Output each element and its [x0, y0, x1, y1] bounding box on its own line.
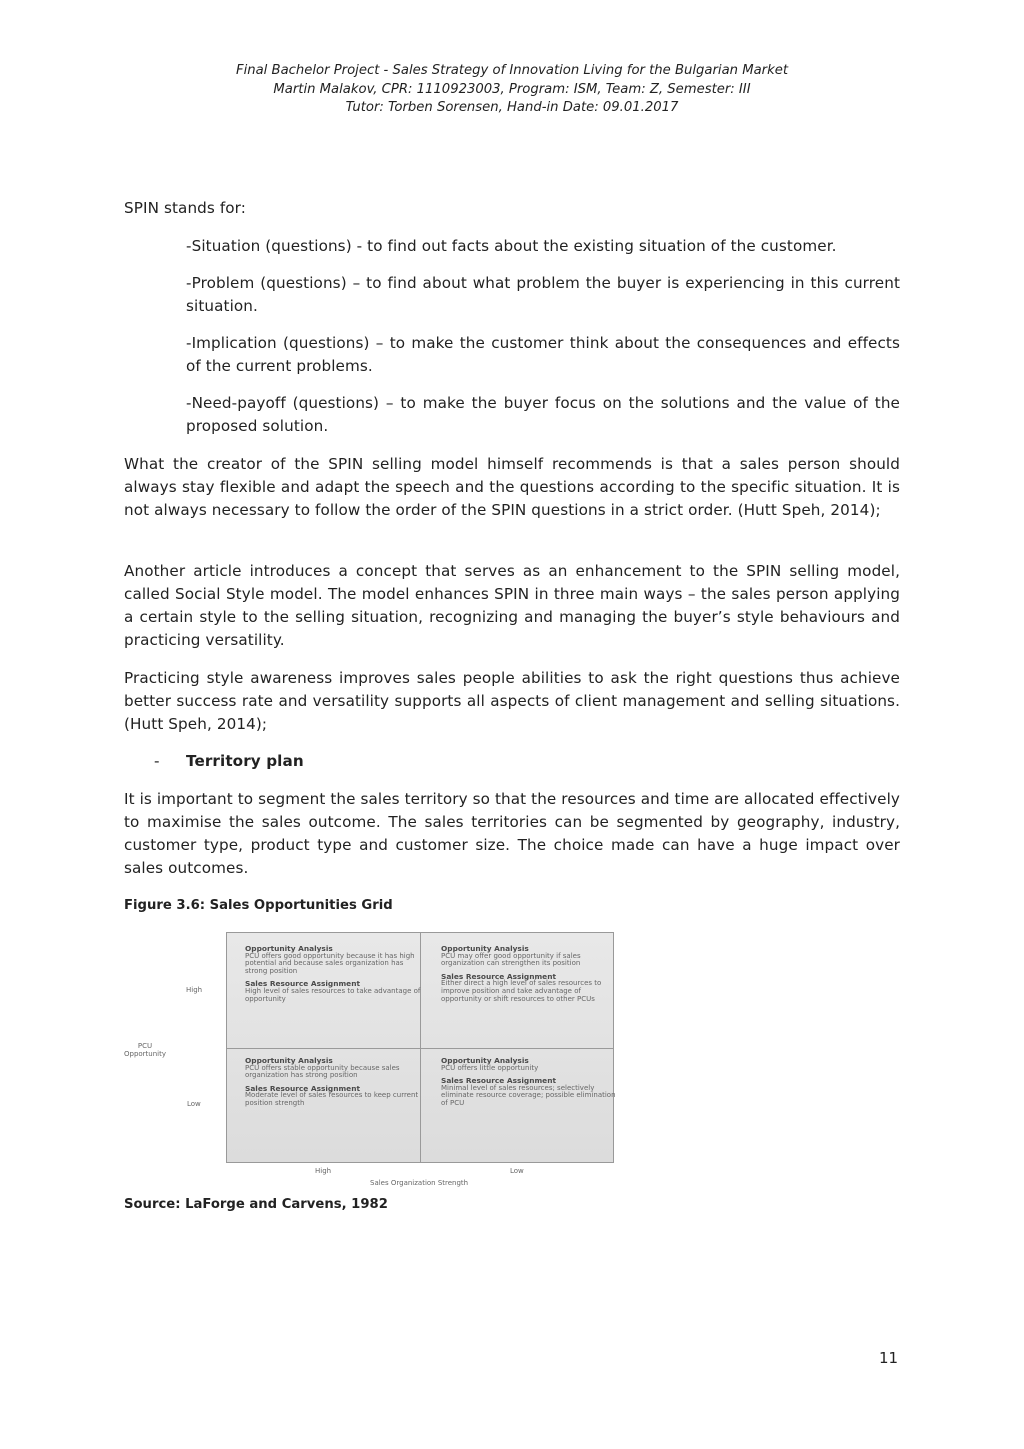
y-high-label: High [186, 986, 203, 994]
paragraph-social-style: Another article introduces a concept that serves as an enhancement to the SPIN selling model, called Social Style model. The model enhances SPIN in three main ways – the sales person applying a certain style to the selling situation, recognizing and managing the buyer’s style behaviours and practicing versatility. [124, 562, 900, 649]
x-low-label: Low [510, 1167, 524, 1175]
figure-caption: Figure 3.6: Sales Opportunities Grid [124, 898, 393, 913]
sales-opportunities-grid-figure [122, 928, 622, 1190]
cell-oa-text: PCU offers good opportunity because it has high potential and because sales organization has strong position [245, 951, 415, 975]
opportunity-grid [226, 932, 614, 1163]
cell-sra-text: High level of sales resources to take advantage of opportunity [245, 986, 421, 1003]
spin-intro: SPIN stands for: [124, 199, 246, 217]
cell-sra-title: Sales Resource Assignment [441, 1076, 556, 1086]
grid-horizontal-divider [227, 1048, 613, 1049]
page-number: 11 [879, 1349, 899, 1367]
cell-oa-text: PCU offers little opportunity [441, 1063, 539, 1072]
cell-oa-title: Opportunity Analysis [441, 1056, 529, 1065]
figure-source: Source: LaForge and Carvens, 1982 [124, 1197, 388, 1212]
x-axis-title: Sales Organization Strength [370, 1179, 469, 1187]
cell-oa-text: PCU may offer good opportunity if sales organization can strengthen its position [441, 951, 581, 968]
paragraph-spin-creator: What the creator of the SPIN selling model himself recommends is that a sales person should always stay flexible and adapt the speech and the questions according to the specific situation. It is not always necessary to follow the order of the SPIN questions in a strict order. (Hutt Speh, 2014); [124, 455, 900, 519]
page-header [0, 62, 1024, 118]
territory-plan-heading: Territory plan [186, 752, 304, 770]
cell-sra-title: Sales Resource Assignment [441, 971, 556, 981]
cell-high-low [441, 945, 619, 1003]
paragraph-style-awareness: Practicing style awareness improves sales people abilities to ask the right questions thus achieve better success rate and versatility supports all aspects of client management and selling situations. (Hutt Speh, 2014); [124, 669, 900, 733]
spin-situation: -Situation (questions) - to find out facts about the existing situation of the customer. [186, 237, 837, 255]
cell-low-low [441, 1057, 619, 1108]
y-axis-title: PCU Opportunity [123, 1042, 166, 1058]
header-tutor: Tutor: Torben Sorensen, Hand-in Date: 09.01.2017 [345, 100, 679, 115]
cell-sra-text: Moderate level of sales resources to keep current position strength [245, 1091, 419, 1107]
cell-oa-title: Opportunity Analysis [245, 944, 333, 953]
x-high-label: High [315, 1167, 332, 1175]
paragraph-territory: It is important to segment the sales territory so that the resources and time are allocated effectively to maximise the sales outcome. The sales territories can be segmented by geography, industry, customer type, product type and customer size. The choice made can have a huge impact over sales outcomes. [124, 790, 900, 877]
spin-problem: -Problem (questions) – to find about what problem the buyer is experiencing in this current situation. [186, 274, 900, 315]
cell-sra-text: Either direct a high level of sales resources to improve position and take advantage of opportunity or shift resources to other PCUs [441, 979, 602, 1003]
cell-oa-title: Opportunity Analysis [441, 944, 529, 953]
spin-need-payoff: -Need-payoff (questions) – to make the buyer focus on the solutions and the value of the proposed solution. [186, 394, 900, 435]
cell-sra-text: Minimal level of sales resources; selectively eliminate resource coverage; possible elimination of PCU [441, 1083, 616, 1107]
cell-low-high [245, 1057, 423, 1108]
y-low-label: Low [187, 1100, 201, 1108]
bullet-dash: - [154, 752, 160, 770]
cell-oa-title: Opportunity Analysis [245, 1056, 333, 1065]
header-title: Final Bachelor Project - Sales Strategy of Innovation Living for the Bulgarian Market [235, 63, 789, 78]
cell-sra-title: Sales Resource Assignment [245, 979, 360, 989]
cell-oa-text: PCU offers stable opportunity because sales organization has strong position [245, 1063, 400, 1080]
cell-sra-title: Sales Resource Assignment [245, 1083, 360, 1093]
spin-implication: -Implication (questions) – to make the customer think about the consequences and effects of the current problems. [186, 334, 900, 375]
cell-high-high [245, 945, 423, 1003]
header-author: Martin Malakov, CPR: 1110923003, Program: ISM, Team: Z, Semester: III [273, 81, 751, 97]
